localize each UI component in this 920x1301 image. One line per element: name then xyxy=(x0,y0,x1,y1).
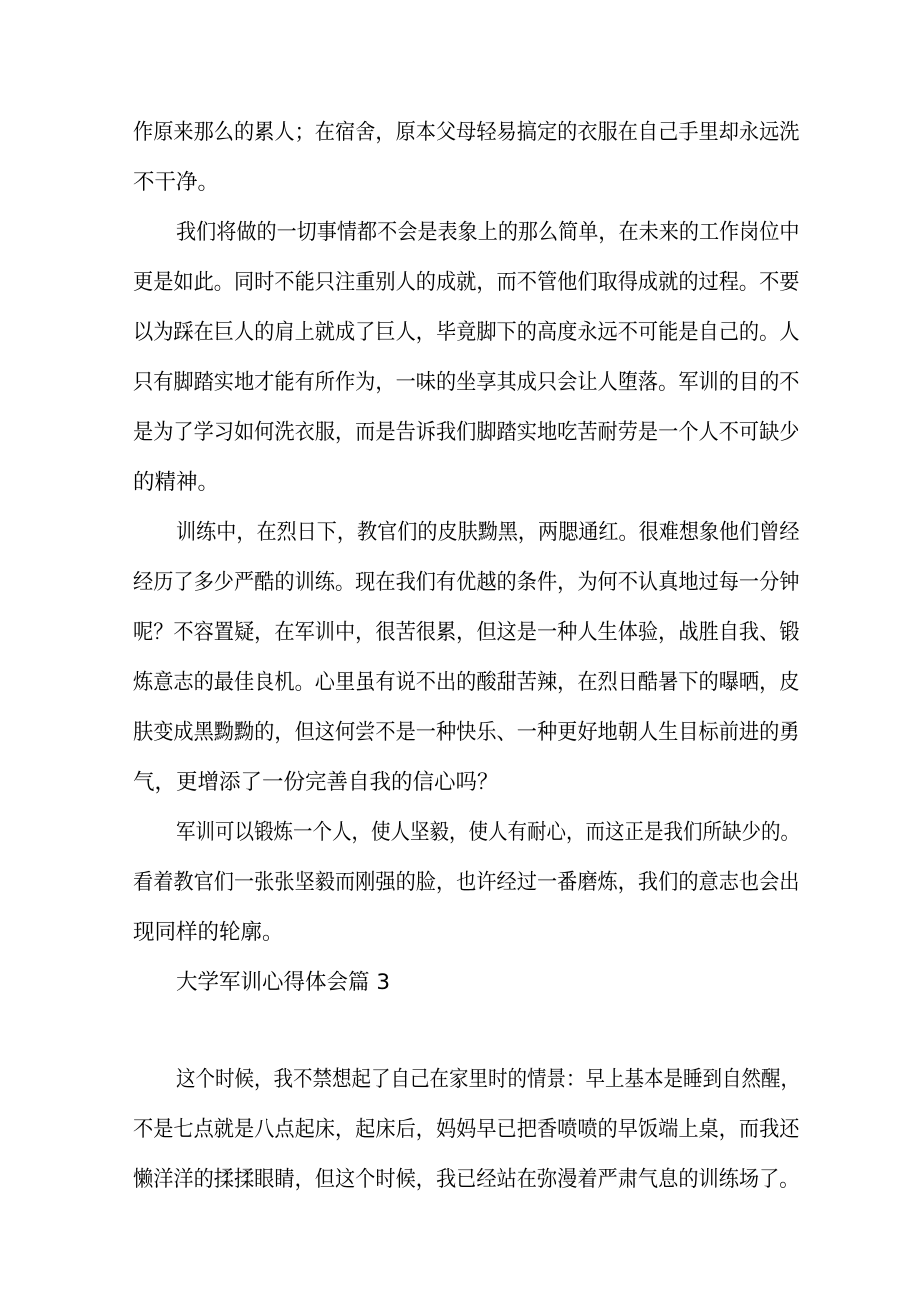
paragraph-2-line-3: 以为踩在巨人的肩上就成了巨人，毕竟脚下的高度永远不可能是自己的。人 xyxy=(133,320,800,345)
paragraph-1-line-2: 不干净。 xyxy=(133,170,220,195)
paragraph-3-line-5: 肤变成黑黝黝的，但这何尝不是一种快乐、一种更好地朝人生目标前进的勇 xyxy=(133,720,800,745)
paragraph-4-line-3: 现同样的轮廓。 xyxy=(133,920,284,945)
paragraph-2-line-1: 我们将做的一切事情都不会是表象上的那么简单，在未来的工作岗位中 xyxy=(176,220,800,245)
paragraph-4-line-1: 军训可以锻炼一个人，使人坚毅，使人有耐心，而这正是我们所缺少的。 xyxy=(176,820,801,845)
paragraph-3-line-6: 气，更增添了一份完善自我的信心吗？ xyxy=(133,770,499,795)
paragraph-2-line-2: 更是如此。同时不能只注重别人的成就，而不管他们取得成就的过程。不要 xyxy=(133,270,800,295)
paragraph-3-line-4: 炼意志的最佳良机。心里虽有说不出的酸甜苦辣，在烈日酷暑下的曝晒，皮 xyxy=(133,670,800,695)
paragraph-3-line-2: 经历了多少严酷的训练。现在我们有优越的条件，为何不认真地过每一分钟 xyxy=(133,570,800,595)
section-heading: 大学军训心得体会篇 3 xyxy=(176,970,391,995)
final-paragraph-line-3: 懒洋洋的揉揉眼睛，但这个时候，我已经站在弥漫着严肃气息的训练场了。 xyxy=(133,1167,800,1192)
paragraph-2-line-4: 只有脚踏实地才能有所作为，一味的坐享其成只会让人堕落。军训的目的不 xyxy=(133,370,800,395)
final-paragraph-line-2: 不是七点就是八点起床，起床后，妈妈早已把香喷喷的早饭端上桌，而我还 xyxy=(133,1117,800,1142)
paragraph-4-line-2: 看着教官们一张张坚毅而刚强的脸，也许经过一番磨炼，我们的意志也会出 xyxy=(133,870,800,895)
paragraph-1-line-1: 作原来那么的累人；在宿舍，原本父母轻易搞定的衣服在自己手里却永远洗 xyxy=(133,120,800,145)
paragraph-2-line-5: 是为了学习如何洗衣服，而是告诉我们脚踏实地吃苦耐劳是一个人不可缺少 xyxy=(133,420,800,445)
paragraph-3-line-3: 呢？不容置疑，在军训中，很苦很累，但这是一种人生体验，战胜自我、锻 xyxy=(133,620,800,645)
paragraph-3-line-1: 训练中，在烈日下，教官们的皮肤黝黑，两腮通红。很难想象他们曾经 xyxy=(176,520,800,545)
paragraph-2-line-6: 的精神。 xyxy=(133,470,220,495)
final-paragraph-line-1: 这个时候，我不禁想起了自己在家里时的情景：早上基本是睡到自然醒， xyxy=(176,1067,801,1092)
